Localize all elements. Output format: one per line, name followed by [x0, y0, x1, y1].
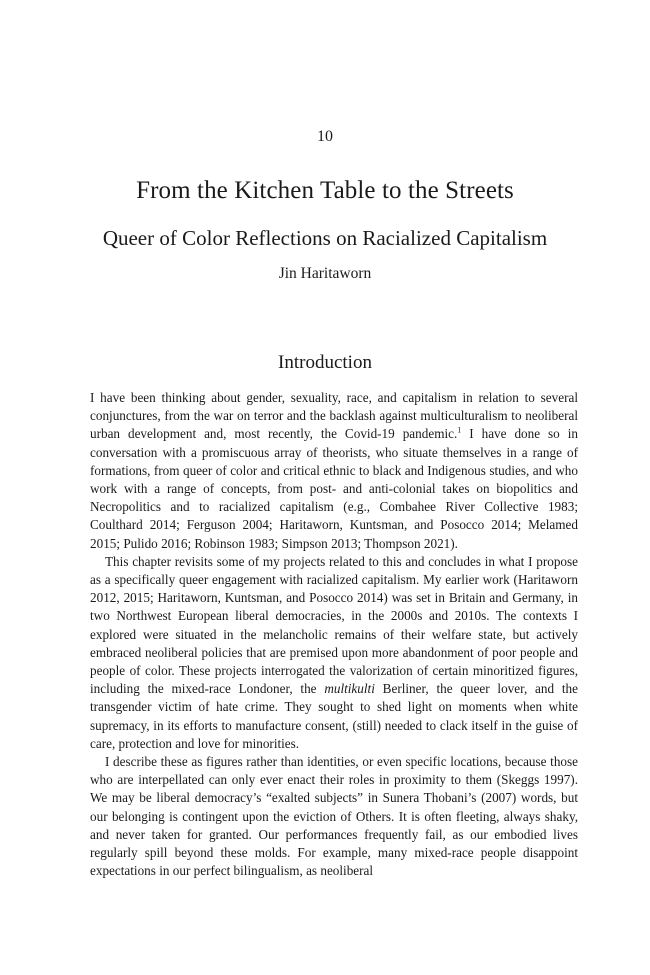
paragraph-3: I describe these as figures rather than identities, or even specific locations, because those who are interpellated can only ever enact their roles in proximity to them (Skeggs 1997). We may be liberal democracy’s “exalted subjects” in Sunera Thobani’s (2007) words, but our belonging is contingent upon the eviction of Others. It is often fleeting, always shaky, and never taken for granted. Our performances frequently fail, as our embodied lives regularly spill beyond these molds. For example, many mixed-race people disappoint expectations in our perfect bilingualism, as neoliberal — [90, 754, 578, 879]
paragraph-2 — [90, 553, 578, 753]
chapter-number: 10 — [317, 128, 333, 145]
body-text — [90, 389, 578, 880]
paragraph-2-text-after-italic: Berliner, the queer lover, and the transgender victim of hate crime. They sought to shed light on moments when white supremacy, in its efforts to manufacture consent, (still) needed to clack itself in the guise of care, protection and love for minorities. — [90, 681, 579, 751]
author-name: Jin Haritaworn — [278, 265, 372, 282]
footnote-marker[interactable]: 1 — [457, 426, 462, 436]
section-heading: Introduction — [278, 352, 372, 373]
paragraph-1-text-after-note: I have done so in conversation with a promiscuous array of theorists, who situate themselves in a range of formations, from queer of color and critical ethnic to black and Indigenous studies, and who work with a range of concepts, from post- and anti-colonial takes on biopolitics and Necropolitics and to racialized capitalism (e.g., Combahee River Collective 1983; Coulthard 2014; Ferguson 2004; Haritaworn, Kuntsman, and Posocco 2014; Melamed 2015; Pulido 2016; Robinson 1983; Simpson 2013; Thompson 2021). — [90, 426, 579, 551]
paragraph-1-text-before-note: I have been thinking about gender, sexuality, race, and capitalism in relation to several conjunctures, from the war on terror and the backlash against multiculturalism to neoliberal urban development and, most recently, the Covid-19 pandemic. — [90, 390, 578, 442]
chapter-title: From the Kitchen Table to the Streets — [136, 177, 514, 204]
chapter-subtitle: Queer of Color Reflections on Racialized Capitalism — [102, 226, 548, 250]
paragraph-2-text-before-italic: This chapter revisits some of my projects related to this and concludes in what I propose as a specifically queer engagement with racialized capitalism. My earlier work (Haritaworn 2012, 2015; Haritaworn, Kuntsman, and Posocco 2014) was set in Britain and Germany, in two Northwest European liberal democracies, in the 2000s and 2010s. The contexts I explored were situated in the melancholic remains of their welfare state, but actively embraced neoliberal policies that are premised upon more abandonment of poor people and people of color. These projects interrogated the valorization of certain minoritized figures, including the mixed-race Londoner, the — [90, 553, 578, 697]
paragraph-1 — [90, 389, 578, 553]
italic-term: multikulti — [324, 681, 375, 697]
